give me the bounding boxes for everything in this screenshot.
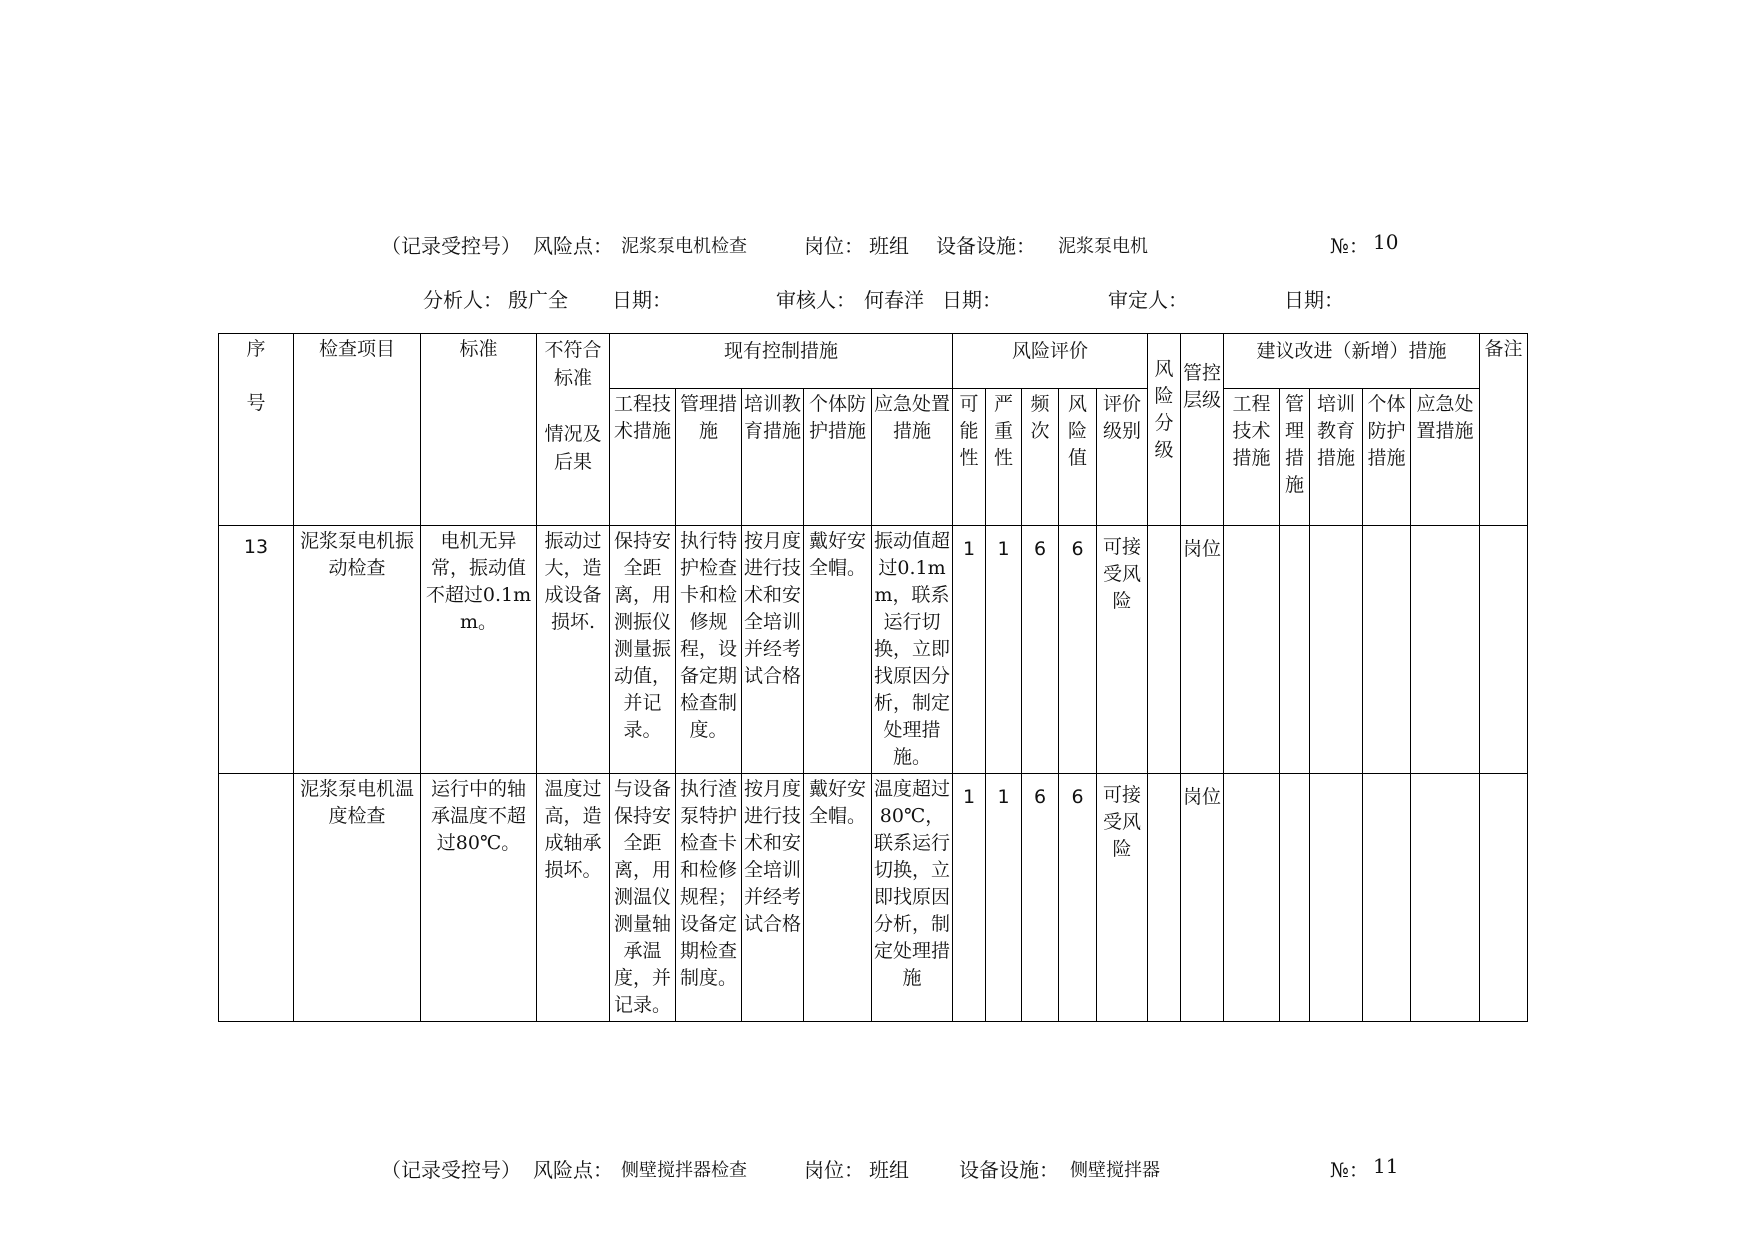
cell-s-ppe (1363, 526, 1411, 774)
cell-control-level: 岗位 (1181, 774, 1224, 1022)
risk-point-value: 泥浆泵电机检查 (621, 236, 747, 257)
cell-s-emergency (1411, 526, 1480, 774)
record-control-no: （记录受控号） (381, 234, 521, 258)
cell-s-emergency (1411, 774, 1480, 1022)
record-header-2 (0, 284, 1754, 314)
cell-mgmt: 执行特护检查卡和检修规程，设备定期检查制度。 (676, 526, 742, 774)
cell-rank: 可接受风险 (1097, 526, 1148, 774)
header-mgmt: 管理措施 (676, 389, 742, 526)
cell-standard: 运行中的轴承温度不超过80℃。 (421, 774, 537, 1022)
header-severity: 严重性 (986, 389, 1022, 526)
analyst-label: 分析人： (423, 288, 503, 312)
post-label: 岗位： (804, 1158, 864, 1182)
table-row (219, 774, 1528, 1022)
cell-severity: 1 (986, 526, 1022, 774)
header-s-train: 培训教育措施 (1310, 389, 1363, 526)
cell-s-eng (1224, 774, 1280, 1022)
cell-mgmt: 执行渣泵特护检查卡和检修规程；设备定期检查制度。 (676, 774, 742, 1022)
header-control-level: 管控层级 (1181, 334, 1224, 526)
cell-train: 按月度进行技术和安全培训并经考试合格 (742, 774, 804, 1022)
header-ppe: 个体防护措施 (804, 389, 872, 526)
equipment-label: 设备设施： (959, 1158, 1059, 1182)
cell-risk-grade (1148, 526, 1181, 774)
cell-s-train (1310, 774, 1363, 1022)
header-rank: 评价级别 (1097, 389, 1148, 526)
cell-remarks (1480, 526, 1528, 774)
cell-severity: 1 (986, 774, 1022, 1022)
cell-s-eng (1224, 526, 1280, 774)
cell-risk-value: 6 (1059, 774, 1097, 1022)
header-suggested-measures: 建议改进（新增）措施 (1224, 334, 1480, 389)
cell-item: 泥浆泵电机振动检查 (294, 526, 421, 774)
cell-nonconformity: 振动过大，造成设备损坏. (537, 526, 610, 774)
record-header-1 (0, 230, 1754, 260)
header-likelihood: 可能性 (953, 389, 986, 526)
header-check-item: 检查项目 (294, 334, 421, 526)
cell-train: 按月度进行技术和安全培训并经考试合格 (742, 526, 804, 774)
header-s-ppe: 个体防护措施 (1363, 389, 1411, 526)
cell-standard: 电机无异常，振动值不超过0.1mm。 (421, 526, 537, 774)
cell-emergency: 振动值超过0.1mm，联系运行切换，立即找原因分析，制定处理措施。 (872, 526, 953, 774)
header-train: 培训教育措施 (742, 389, 804, 526)
header-eng: 工程技术措施 (610, 389, 676, 526)
header-nonconformity: 不符合标准 情况及后果 (537, 334, 610, 526)
header-existing-measures: 现有控制措施 (610, 334, 953, 389)
equipment-label: 设备设施： (936, 234, 1036, 258)
cell-ppe: 戴好安全帽。 (804, 526, 872, 774)
cell-s-ppe (1363, 774, 1411, 1022)
cell-control-level: 岗位 (1181, 526, 1224, 774)
cell-s-mgmt (1280, 526, 1310, 774)
cell-likelihood: 1 (953, 774, 986, 1022)
record-control-no: （记录受控号） (381, 1158, 521, 1182)
header-emergency: 应急处置措施 (872, 389, 953, 526)
cell-ppe: 戴好安全帽。 (804, 774, 872, 1022)
cell-eng: 与设备保持安全距离，用测温仪测量轴承温度，并记录。 (610, 774, 676, 1022)
reviewer-label: 审核人： (776, 288, 856, 312)
risk-point-value: 侧壁搅拌器检查 (621, 1160, 747, 1181)
header-seq: 序 号 (219, 334, 294, 526)
cell-item: 泥浆泵电机温度检查 (294, 774, 421, 1022)
number-label: №： (1330, 1158, 1369, 1182)
approver-label: 审定人： (1108, 288, 1188, 312)
number-value: 10 (1373, 230, 1399, 254)
risk-point-label: 风险点： (533, 234, 613, 258)
reviewer-value: 何春洋 (864, 288, 924, 312)
cell-s-mgmt (1280, 774, 1310, 1022)
cell-eng: 保持安全距离，用测振仪测量振动值，并记录。 (610, 526, 676, 774)
header-s-mgmt: 管理措施 (1280, 389, 1310, 526)
cell-seq: 13 (219, 526, 294, 774)
header-risk-value: 风险值 (1059, 389, 1097, 526)
header-risk-grade: 风险分级 (1148, 334, 1181, 526)
equipment-value: 侧壁搅拌器 (1070, 1160, 1160, 1181)
date-label-3: 日期： (1284, 288, 1344, 312)
cell-s-train (1310, 526, 1363, 774)
cell-nonconformity: 温度过高，造成轴承损坏。 (537, 774, 610, 1022)
number-label: №： (1330, 234, 1369, 258)
post-value: 班组 (869, 234, 909, 258)
cell-risk-grade (1148, 774, 1181, 1022)
cell-frequency: 6 (1022, 774, 1059, 1022)
header-risk-evaluation: 风险评价 (953, 334, 1148, 389)
cell-risk-value: 6 (1059, 526, 1097, 774)
cell-likelihood: 1 (953, 526, 986, 774)
cell-remarks (1480, 774, 1528, 1022)
cell-seq (219, 774, 294, 1022)
record-header-next (0, 1154, 1754, 1184)
risk-analysis-table (218, 333, 1528, 1022)
header-standard: 标准 (421, 334, 537, 526)
header-s-eng: 工程技术措施 (1224, 389, 1280, 526)
post-label: 岗位： (804, 234, 864, 258)
date-label-2: 日期： (942, 288, 1002, 312)
analyst-value: 殷广全 (508, 288, 568, 312)
date-label-1: 日期： (612, 288, 672, 312)
post-value: 班组 (869, 1158, 909, 1182)
cell-emergency: 温度超过80℃，联系运行切换，立即找原因分析，制定处理措施 (872, 774, 953, 1022)
risk-point-label: 风险点： (533, 1158, 613, 1182)
number-value: 11 (1373, 1154, 1399, 1178)
header-frequency: 频次 (1022, 389, 1059, 526)
cell-frequency: 6 (1022, 526, 1059, 774)
equipment-value: 泥浆泵电机 (1058, 236, 1148, 257)
header-remarks: 备注 (1480, 334, 1528, 526)
header-s-emergency: 应急处置措施 (1411, 389, 1480, 526)
cell-rank: 可接受风险 (1097, 774, 1148, 1022)
table-row (219, 526, 1528, 774)
